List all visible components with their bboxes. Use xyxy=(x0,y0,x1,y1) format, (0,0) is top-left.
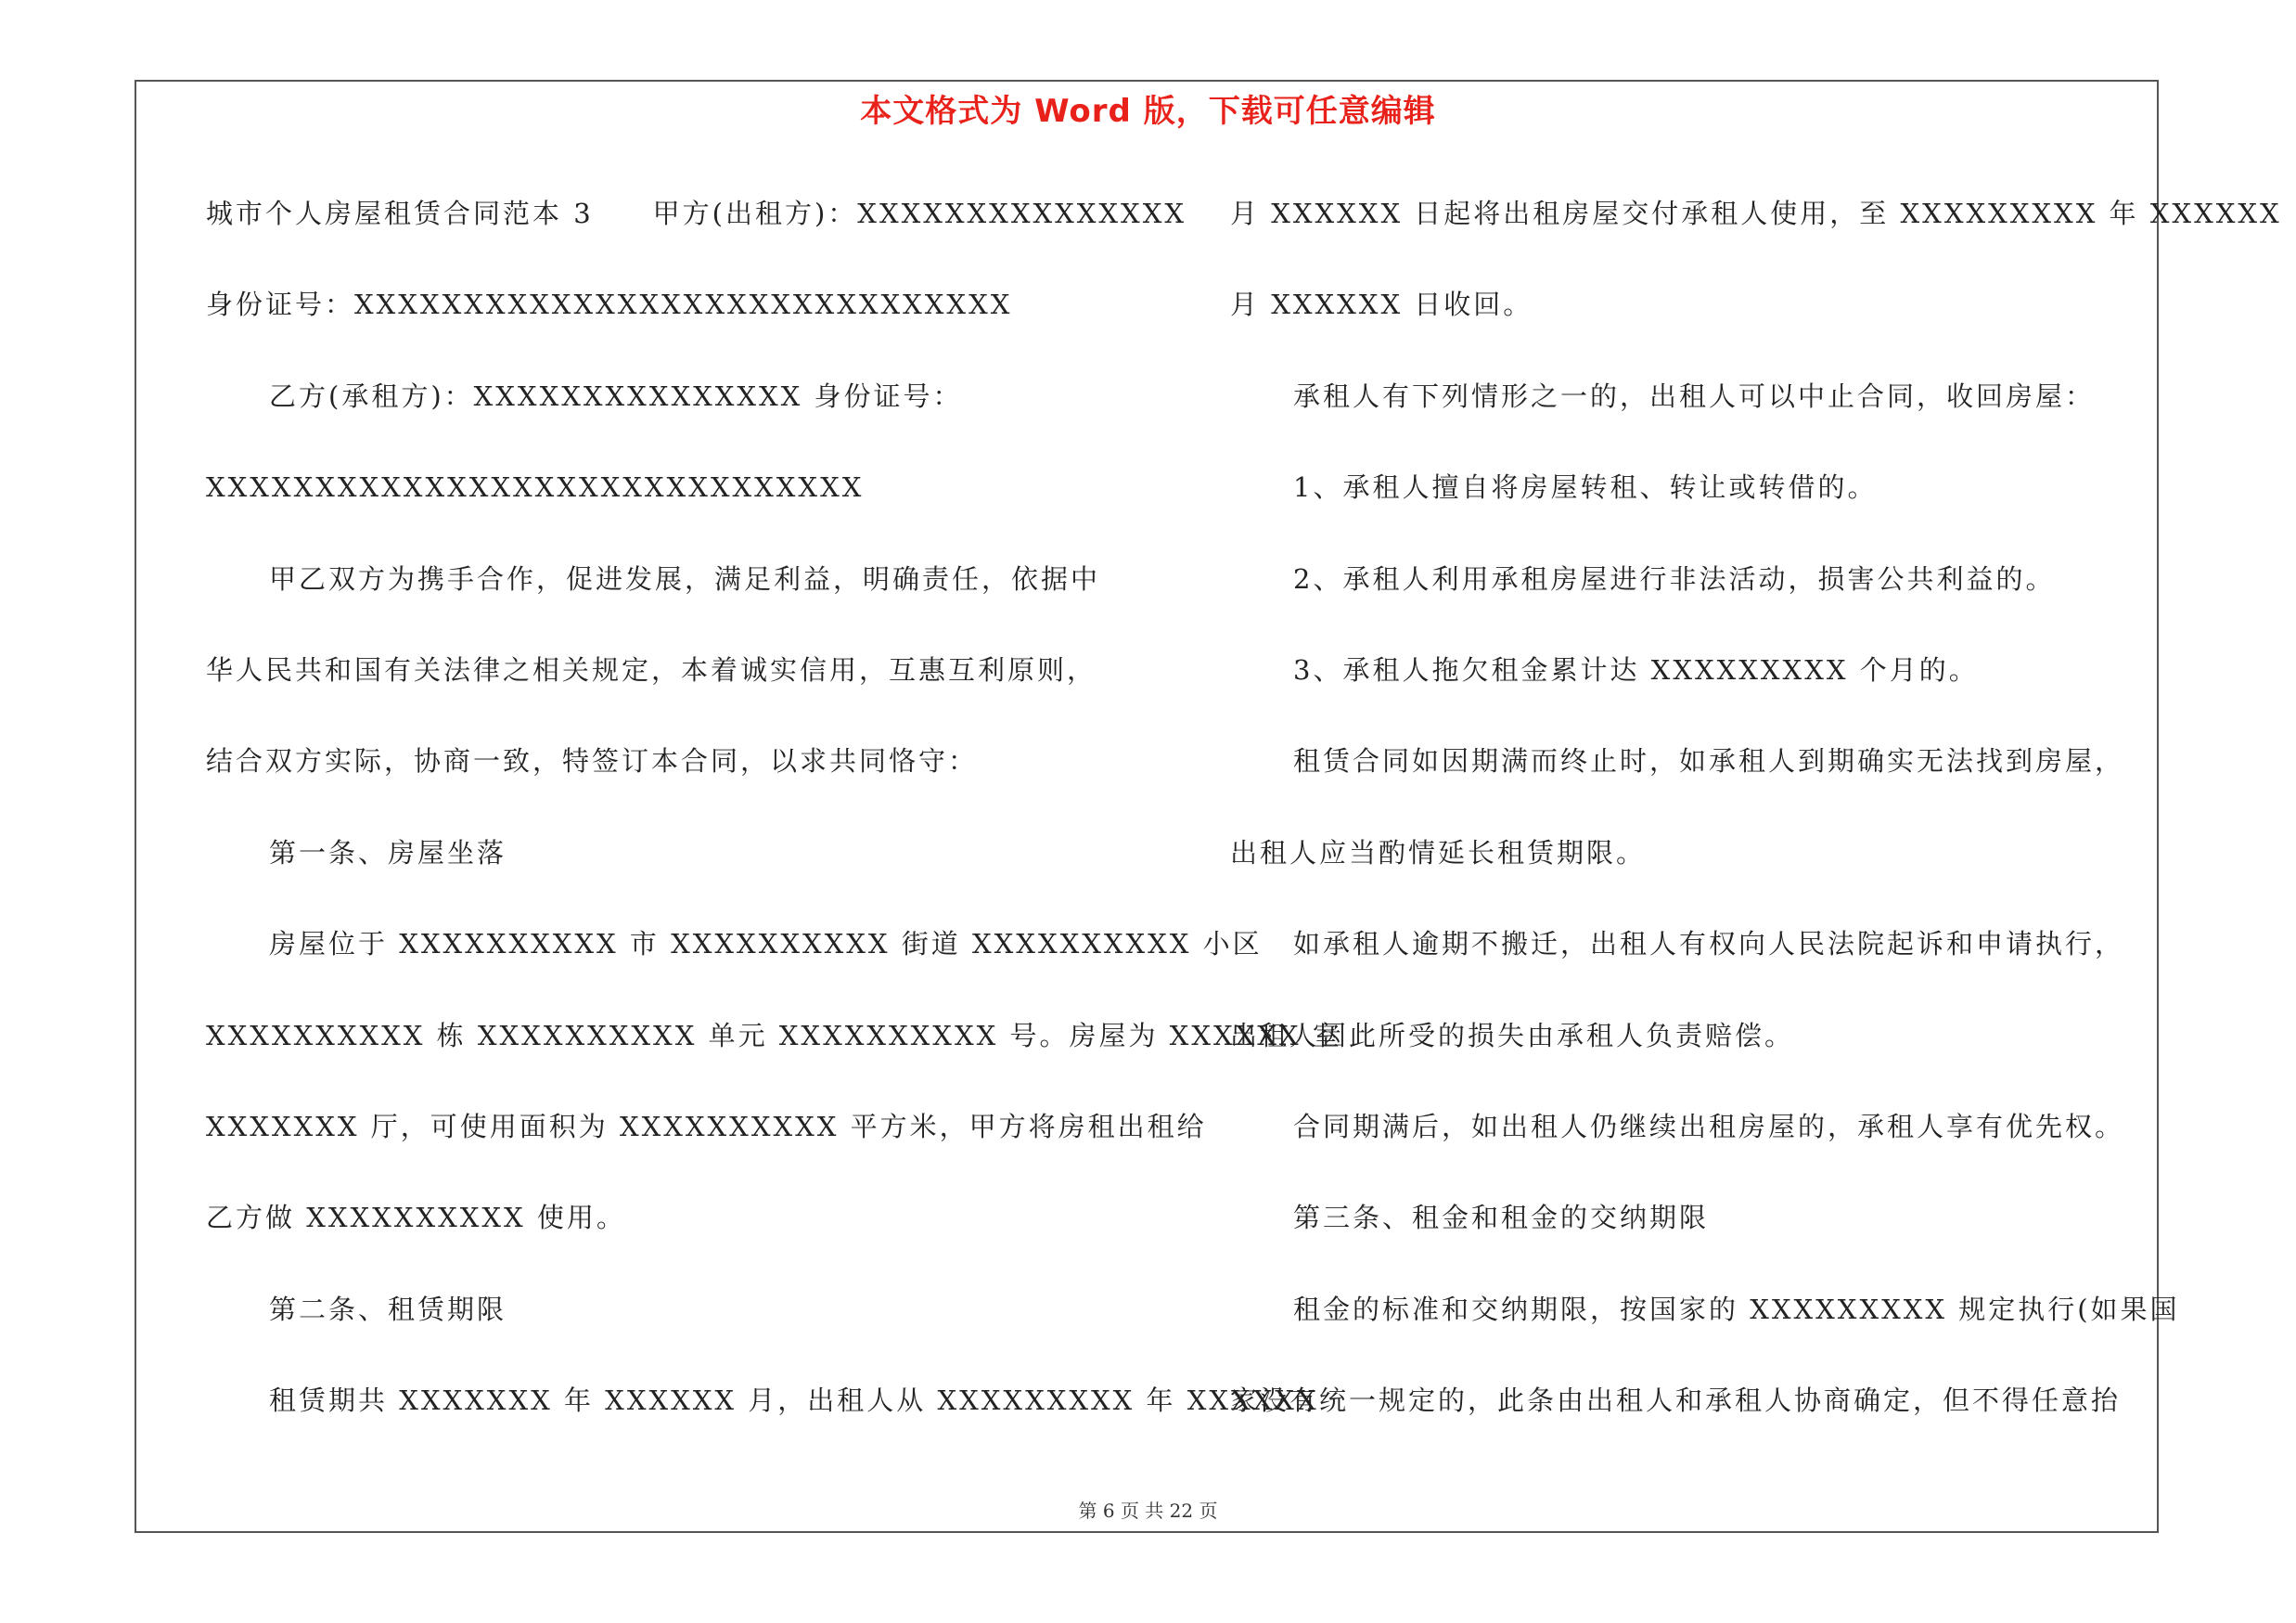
list-item: 1、承租人擅自将房屋转租、转让或转借的。 xyxy=(1293,471,1878,504)
paragraph-line: 租赁期共 XXXXXXX 年 XXXXXX 月，出租人从 XXXXXXXXX 年 XXXXXX xyxy=(269,1385,1319,1417)
paragraph-line: 合同期满后，如出租人仍继续出租房屋的，承租人享有优先权。 xyxy=(1293,1110,2125,1142)
paragraph-line: XXXXXXX 厅，可使用面积为 XXXXXXXXXX 平方米，甲方将房租出租给 xyxy=(206,1110,1207,1142)
paragraph-line: 出租人因此所受的损失由承租人负责赔偿。 xyxy=(1230,1019,1795,1051)
paragraph-line: 如承租人逾期不搬迁，出租人有权向人民法院起诉和申请执行， xyxy=(1293,928,2125,960)
list-item: 2、承租人利用承租房屋进行非法活动，损害公共利益的。 xyxy=(1293,562,2056,595)
paragraph-line: 华人民共和国有关法律之相关规定，本着诚实信用，互惠互利原则， xyxy=(206,653,1097,686)
left-column xyxy=(206,186,1342,1463)
paragraph-line: 承租人有下列情形之一的，出租人可以中止合同，收回房屋： xyxy=(1293,380,2096,412)
paragraph-line: 身份证号：XXXXXXXXXXXXXXXXXXXXXXXXXXXXXX xyxy=(206,289,1013,321)
paragraph-line: 租赁合同如因期满而终止时，如承租人到期确实无法找到房屋， xyxy=(1293,745,2125,778)
paragraph-line: 乙方做 XXXXXXXXXX 使用。 xyxy=(206,1202,626,1234)
paragraph-line: 乙方(承租方)：XXXXXXXXXXXXXXX 身份证号： xyxy=(269,380,963,412)
list-item: 3、承租人拖欠租金累计达 XXXXXXXXX 个月的。 xyxy=(1293,653,1979,686)
right-column xyxy=(1230,186,2282,1463)
paragraph-line: 甲乙双方为携手合作，促进发展，满足利益，明确责任，依据中 xyxy=(269,562,1101,595)
paragraph-line: 城市个人房屋租赁合同范本 3 甲方(出租方)：XXXXXXXXXXXXXXX xyxy=(206,198,1186,229)
paragraph-line: XXXXXXXXXXXXXXXXXXXXXXXXXXXXXX xyxy=(206,471,865,504)
paragraph-line: 家没有统一规定的，此条由出租人和承租人协商确定，但不得任意抬 xyxy=(1230,1385,2122,1417)
paragraph-line: XXXXXXXXXX 栋 XXXXXXXXXX 单元 XXXXXXXXXX 号。房屋为 XXXXXX 室 xyxy=(206,1019,1342,1051)
page-number-footer: 第 6 页 共 22 页 xyxy=(1078,1500,1218,1522)
paragraph-line: 结合双方实际，协商一致，特签订本合同，以求共同恪守： xyxy=(206,745,979,778)
paragraph-line: 月 XXXXXX 日收回。 xyxy=(1230,289,1533,321)
section-heading: 第三条、租金和租金的交纳期限 xyxy=(1293,1202,1710,1234)
word-format-banner: 本文格式为 Word 版，下载可任意编辑 xyxy=(860,93,1436,130)
paragraph-line: 月 XXXXXX 日起将出租房屋交付承租人使用，至 XXXXXXXXX 年 XXXXXX xyxy=(1230,198,2282,229)
paragraph-line: 房屋位于 XXXXXXXXXX 市 XXXXXXXXXX 街道 XXXXXXXXXX 小区 xyxy=(269,928,1263,960)
paragraph-line: 出租人应当酌情延长租赁期限。 xyxy=(1230,836,1647,869)
section-heading: 第一条、房屋坐落 xyxy=(269,836,507,869)
paragraph-line: 租金的标准和交纳期限，按国家的 XXXXXXXXX 规定执行(如果国 xyxy=(1293,1293,2180,1325)
section-heading: 第二条、租赁期限 xyxy=(269,1293,507,1325)
